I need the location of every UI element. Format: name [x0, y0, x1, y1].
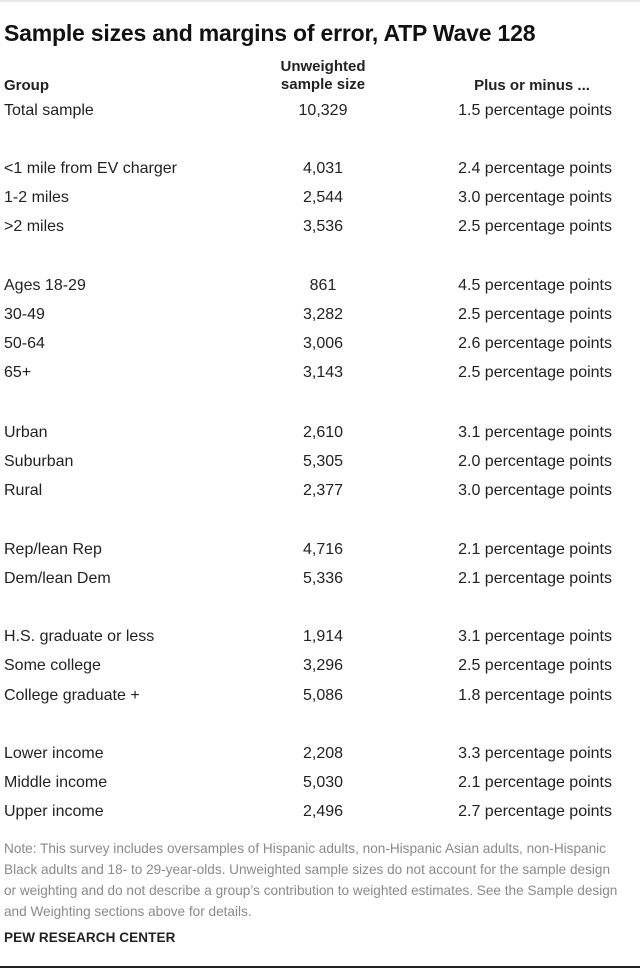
cell-margin-of-error: 2.4 percentage points — [458, 160, 612, 177]
cell-margin-of-error: 4.5 percentage points — [458, 277, 612, 294]
cell-group: Dem/lean Dem — [4, 570, 111, 587]
cell-group: H.S. graduate or less — [4, 628, 155, 645]
table-row — [4, 683, 636, 709]
cell-group: Rep/lean Rep — [4, 541, 102, 558]
table-row — [4, 302, 636, 328]
column-header-margin-of-error: Plus or minus ... — [474, 77, 590, 94]
cell-group: Total sample — [4, 102, 94, 119]
cell-margin-of-error: 3.1 percentage points — [458, 628, 612, 645]
cell-sample-size: 3,143 — [302, 364, 344, 381]
cell-sample-size: 5,336 — [302, 570, 344, 587]
cell-group: Urban — [4, 424, 48, 441]
cell-group: >2 miles — [4, 218, 65, 235]
table-row — [4, 185, 636, 211]
cell-group: 1-2 miles — [4, 189, 69, 206]
cell-sample-size: 3,282 — [302, 306, 344, 323]
footnote: Note: This survey includes oversamples of Hispanic adults, non-Hispanic Asian adults, non-Hispanic Black adults and 18- to 29-year-olds. Unweighted sample sizes do not account for the sample design or weighting and do not describe a group’s contribution to weighted estimates. See the Sample design and Weighting sections above for details. — [4, 841, 618, 919]
cell-sample-size: 4,716 — [302, 541, 344, 558]
table-row — [4, 98, 636, 124]
cell-margin-of-error: 2.5 percentage points — [458, 306, 612, 323]
table-header — [4, 56, 636, 96]
cell-margin-of-error: 1.5 percentage points — [458, 102, 612, 119]
cell-margin-of-error: 1.8 percentage points — [458, 687, 612, 704]
cell-sample-size: 5,305 — [302, 453, 344, 470]
table-row — [4, 273, 636, 299]
cell-margin-of-error: 3.1 percentage points — [458, 424, 612, 441]
cell-group: Some college — [4, 657, 101, 674]
cell-sample-size: 5,086 — [302, 687, 344, 704]
table-row — [4, 478, 636, 504]
top-divider — [0, 0, 640, 2]
cell-group: <1 mile from EV charger — [4, 160, 177, 177]
table-row — [4, 360, 636, 386]
table-row — [4, 799, 636, 825]
table-row — [4, 741, 636, 767]
cell-group: 50-64 — [4, 335, 45, 352]
cell-group: Middle income — [4, 774, 108, 791]
table-row — [4, 770, 636, 796]
cell-sample-size: 3,536 — [302, 218, 344, 235]
cell-margin-of-error: 3.3 percentage points — [458, 745, 612, 762]
cell-margin-of-error: 2.1 percentage points — [458, 570, 612, 587]
cell-sample-size: 10,329 — [298, 102, 348, 119]
cell-margin-of-error: 3.0 percentage points — [458, 189, 612, 206]
cell-group: 65+ — [4, 364, 32, 381]
cell-sample-size: 3,006 — [302, 335, 344, 352]
cell-group: Ages 18-29 — [4, 277, 86, 294]
cell-margin-of-error: 2.1 percentage points — [458, 541, 612, 558]
cell-sample-size: 2,610 — [302, 424, 344, 441]
cell-margin-of-error: 3.0 percentage points — [458, 482, 612, 499]
cell-margin-of-error: 2.7 percentage points — [458, 803, 612, 820]
bottom-divider — [0, 966, 640, 968]
table-row — [4, 449, 636, 475]
table-row — [4, 653, 636, 679]
cell-sample-size: 861 — [309, 277, 337, 294]
page-title: Sample sizes and margins of error, ATP Wave 128 — [4, 20, 536, 46]
cell-margin-of-error: 2.0 percentage points — [458, 453, 612, 470]
cell-sample-size: 4,031 — [302, 160, 344, 177]
column-header-sample-size-line1: Unweighted — [280, 58, 366, 75]
table-row — [4, 624, 636, 650]
cell-group: College graduate + — [4, 687, 140, 704]
source-label: PEW RESEARCH CENTER — [4, 930, 176, 945]
cell-sample-size: 1,914 — [302, 628, 344, 645]
cell-group: Lower income — [4, 745, 104, 762]
cell-margin-of-error: 2.5 percentage points — [458, 364, 612, 381]
cell-group: Upper income — [4, 803, 104, 820]
table-row — [4, 537, 636, 563]
cell-sample-size: 2,377 — [302, 482, 344, 499]
cell-sample-size: 2,496 — [302, 803, 344, 820]
cell-margin-of-error: 2.6 percentage points — [458, 335, 612, 352]
cell-sample-size: 5,030 — [302, 774, 344, 791]
column-header-sample-size-line2: sample size — [280, 76, 366, 93]
cell-sample-size: 2,544 — [302, 189, 344, 206]
cell-group: Suburban — [4, 453, 74, 470]
cell-sample-size: 2,208 — [302, 745, 344, 762]
cell-margin-of-error: 2.5 percentage points — [458, 657, 612, 674]
table-row — [4, 566, 636, 592]
table-row — [4, 420, 636, 446]
table-row — [4, 331, 636, 357]
cell-group: 30-49 — [4, 306, 45, 323]
cell-sample-size: 3,296 — [302, 657, 344, 674]
table-row — [4, 214, 636, 240]
cell-group: Rural — [4, 482, 43, 499]
column-header-group: Group — [4, 77, 49, 94]
cell-margin-of-error: 2.5 percentage points — [458, 218, 612, 235]
table-row — [4, 156, 636, 182]
column-header-sample-size — [258, 58, 388, 94]
cell-margin-of-error: 2.1 percentage points — [458, 774, 612, 791]
